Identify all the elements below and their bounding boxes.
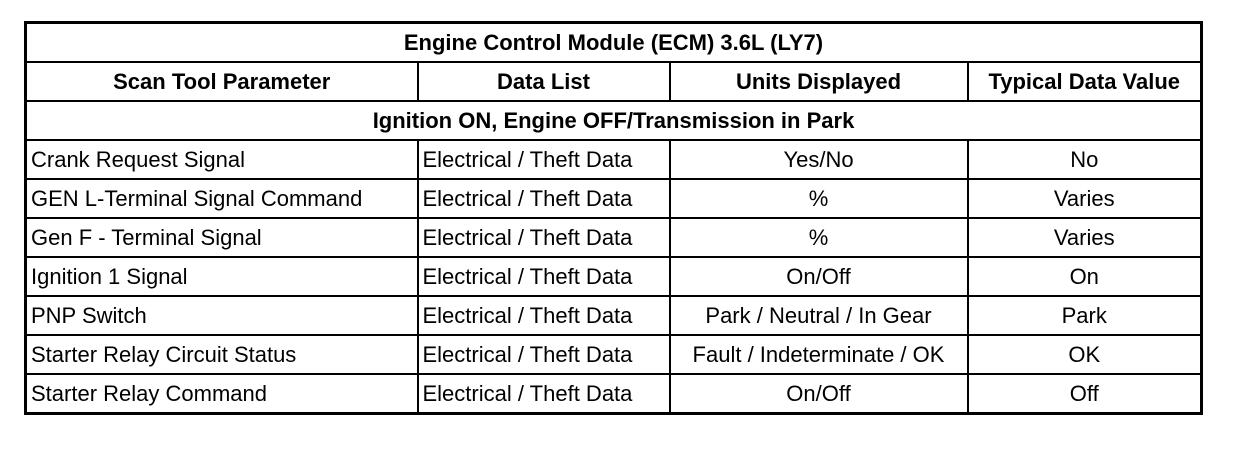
- data-list-cell: Electrical / Theft Data: [418, 218, 670, 257]
- ecm-data-table: [24, 21, 1203, 415]
- units-cell: %: [670, 179, 968, 218]
- typical-value-cell: Off: [968, 374, 1202, 414]
- table-row: [26, 257, 1202, 296]
- header-units-displayed: Units Displayed: [670, 62, 968, 101]
- table-title-row: [26, 23, 1202, 63]
- table-row: [26, 335, 1202, 374]
- table-header-row: [26, 62, 1202, 101]
- typical-value-cell: OK: [968, 335, 1202, 374]
- parameter-cell: PNP Switch: [26, 296, 418, 335]
- data-list-cell: Electrical / Theft Data: [418, 179, 670, 218]
- parameter-cell: Ignition 1 Signal: [26, 257, 418, 296]
- table-row: [26, 296, 1202, 335]
- table-title: Engine Control Module (ECM) 3.6L (LY7): [26, 23, 1202, 63]
- data-list-cell: Electrical / Theft Data: [418, 374, 670, 414]
- header-data-list: Data List: [418, 62, 670, 101]
- header-typical-data-value: Typical Data Value: [968, 62, 1202, 101]
- table-row: [26, 218, 1202, 257]
- typical-value-cell: Park: [968, 296, 1202, 335]
- typical-value-cell: Varies: [968, 179, 1202, 218]
- data-list-cell: Electrical / Theft Data: [418, 140, 670, 179]
- parameter-cell: Gen F - Terminal Signal: [26, 218, 418, 257]
- data-list-cell: Electrical / Theft Data: [418, 335, 670, 374]
- units-cell: On/Off: [670, 257, 968, 296]
- table-row: [26, 374, 1202, 414]
- data-list-cell: Electrical / Theft Data: [418, 296, 670, 335]
- section-row: [26, 101, 1202, 140]
- typical-value-cell: No: [968, 140, 1202, 179]
- units-cell: Yes/No: [670, 140, 968, 179]
- units-cell: %: [670, 218, 968, 257]
- table-row: [26, 179, 1202, 218]
- table-row: [26, 140, 1202, 179]
- units-cell: Fault / Indeterminate / OK: [670, 335, 968, 374]
- parameter-cell: Crank Request Signal: [26, 140, 418, 179]
- data-list-cell: Electrical / Theft Data: [418, 257, 670, 296]
- typical-value-cell: Varies: [968, 218, 1202, 257]
- section-heading: Ignition ON, Engine OFF/Transmission in Park: [26, 101, 1202, 140]
- parameter-cell: Starter Relay Command: [26, 374, 418, 414]
- header-scan-tool-parameter: Scan Tool Parameter: [26, 62, 418, 101]
- units-cell: Park / Neutral / In Gear: [670, 296, 968, 335]
- parameter-cell: GEN L-Terminal Signal Command: [26, 179, 418, 218]
- typical-value-cell: On: [968, 257, 1202, 296]
- units-cell: On/Off: [670, 374, 968, 414]
- parameter-cell: Starter Relay Circuit Status: [26, 335, 418, 374]
